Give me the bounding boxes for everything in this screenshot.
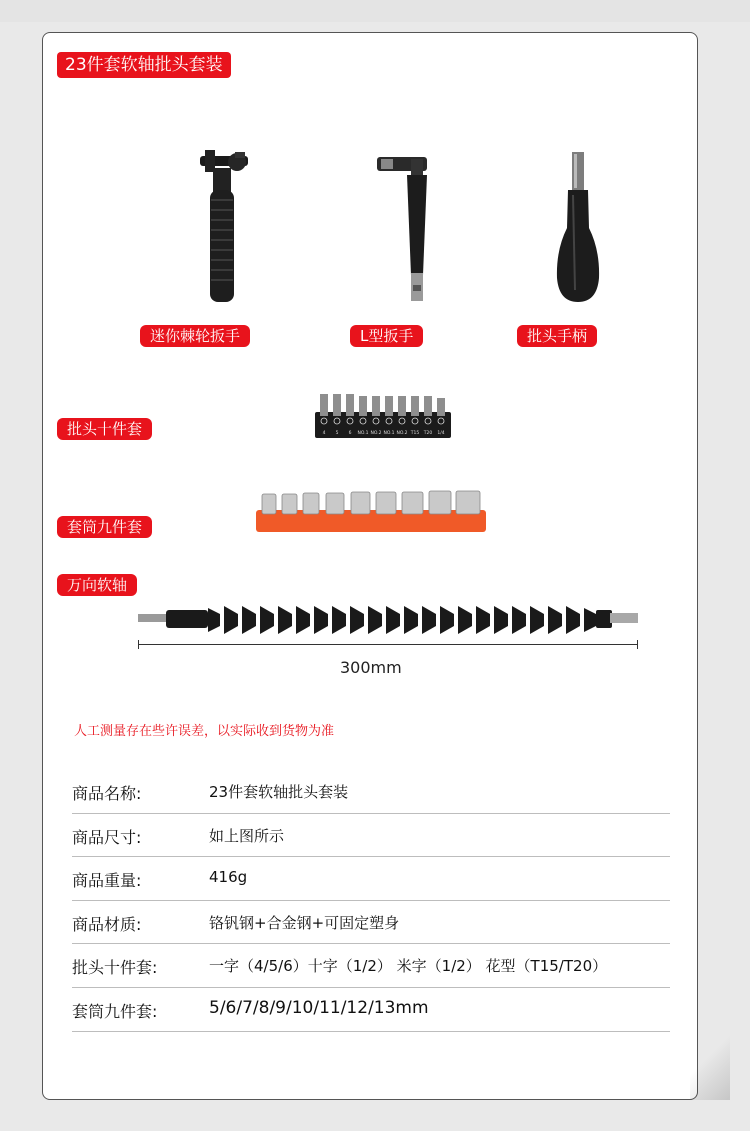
spec-value: 23件套软轴批头套装 <box>209 783 349 801</box>
bit-card-label: NO.1 <box>383 431 395 436</box>
spec-row <box>72 901 670 945</box>
spec-table <box>72 770 670 1032</box>
spec-row <box>72 814 670 858</box>
length-ruler <box>138 640 638 650</box>
sockets-set-label: 套筒九件套 <box>57 516 152 538</box>
flex-segments <box>208 606 596 634</box>
bit-card-label: 1/4 <box>437 431 445 436</box>
spec-key: 商品重量: <box>72 871 142 891</box>
ratchet-wrench-image <box>195 150 255 306</box>
spec-row <box>72 770 670 814</box>
spec-key: 商品材质: <box>72 914 142 934</box>
l-wrench-image <box>375 155 435 305</box>
spec-value: 416g <box>209 868 248 887</box>
bits-set-label: 批头十件套 <box>57 418 152 440</box>
socket-set-image <box>256 490 486 534</box>
spec-key: 商品尺寸: <box>72 827 142 847</box>
flex-shaft-image <box>138 600 640 640</box>
flex-shaft-label: 万向软轴 <box>57 574 137 596</box>
bit-card-label: T15 <box>410 431 420 436</box>
bit-card-label: NO.1 <box>357 431 369 436</box>
product-title-tag: 23件套软轴批头套装 <box>57 52 231 78</box>
bit-card-label: 4 <box>322 431 326 436</box>
spec-value: 铬钒钢+合金钢+可固定塑身 <box>209 913 400 932</box>
spec-row <box>72 944 670 988</box>
ratchet-wrench-label: 迷你棘轮扳手 <box>140 325 250 347</box>
spec-key: 套筒九件套: <box>72 1001 158 1021</box>
measurement-note: 人工测量存在些许误差，以实际收到货物为准 <box>74 724 335 739</box>
bit-card-label: NO.2 <box>370 431 382 436</box>
bit-card-label: NO.2 <box>396 431 408 436</box>
bit-set-image <box>315 392 451 440</box>
bit-card-label: 5 <box>335 431 339 436</box>
corner-shadow <box>690 1030 730 1100</box>
length-text: 300mm <box>340 658 402 677</box>
spec-row <box>72 988 670 1032</box>
bit-handle-image <box>553 150 603 306</box>
bit-handle-label: 批头手柄 <box>517 325 597 347</box>
spec-row <box>72 857 670 901</box>
bit-card-label: 6 <box>348 431 352 436</box>
bit-card-label: T20 <box>423 431 433 436</box>
top-band <box>0 0 750 22</box>
spec-value: 如上图所示 <box>209 826 285 845</box>
spec-value: 5/6/7/8/9/10/11/12/13mm <box>209 997 429 1018</box>
spec-key: 批头十件套: <box>72 958 158 978</box>
spec-value: 一字（4/5/6）十字（1/2） 米字（1/2） 花型（T15/T20） <box>209 957 608 976</box>
spec-key: 商品名称: <box>72 784 142 803</box>
l-wrench-label: L型扳手 <box>350 325 423 347</box>
